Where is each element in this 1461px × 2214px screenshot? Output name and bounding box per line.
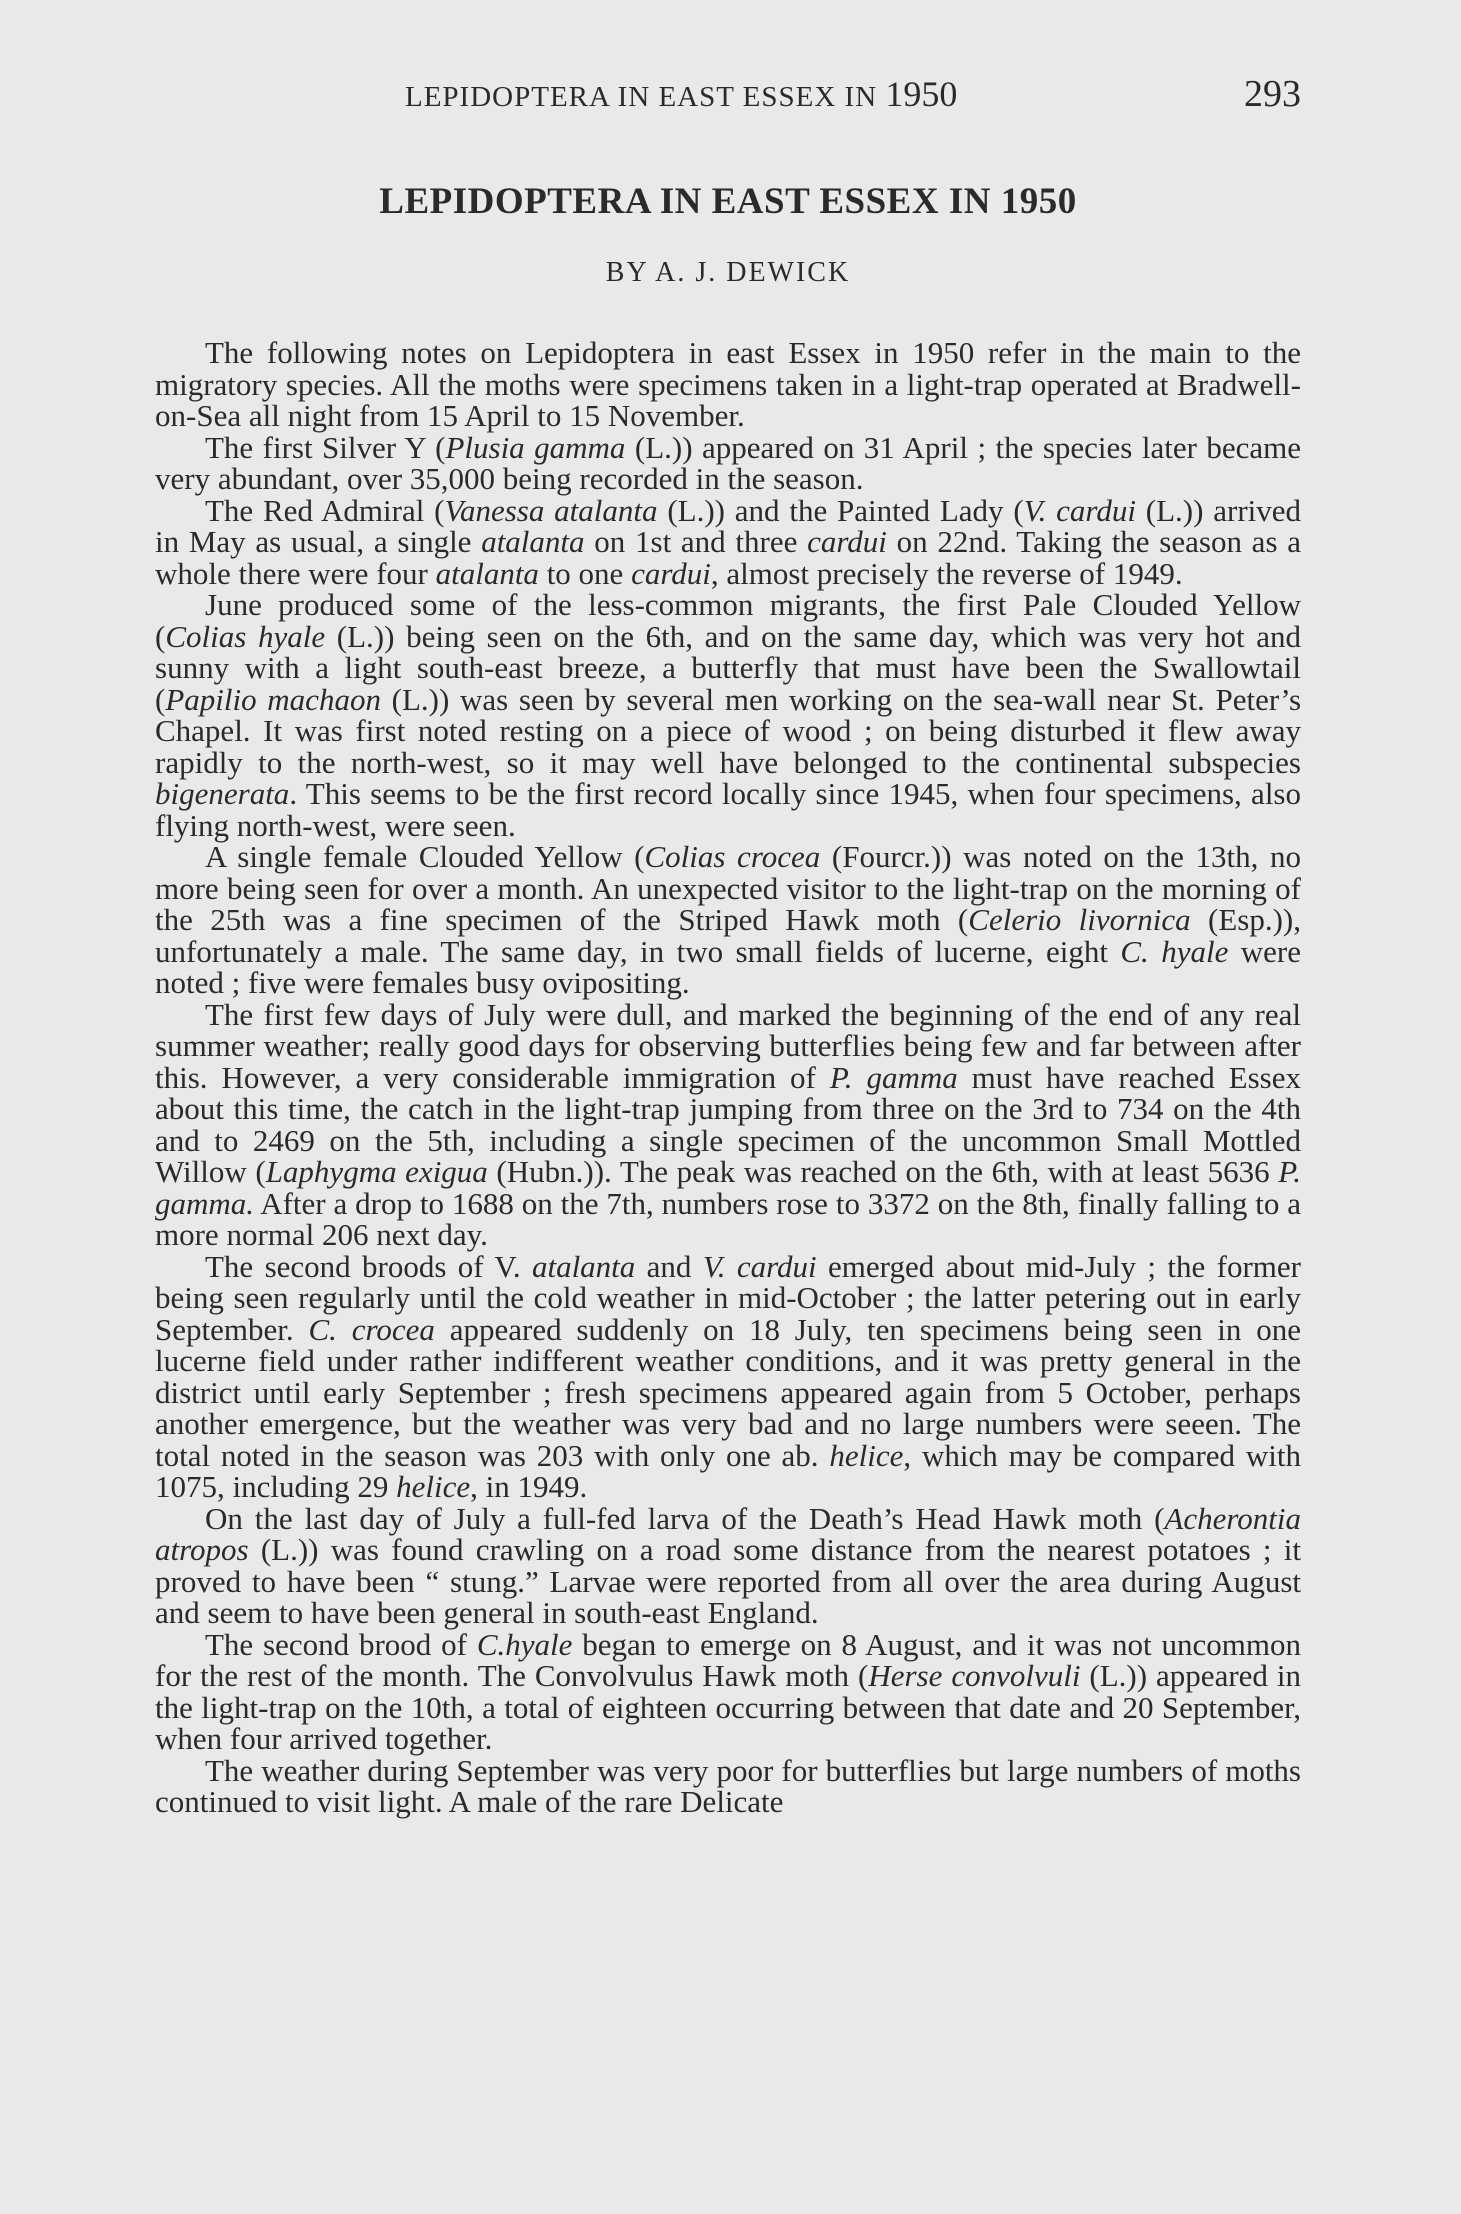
text-run: must have reached Essex about this time, the catch in the light-trap jumping from three on the 3rd to 734 on the 4th and to 2469 on the 5th, including a single specimen of the uncommon Small Mottled Willow ( xyxy=(155,1059,1301,1189)
text-run: (L.)) appeared on 31 April ; the species later became very abundant, over 35,000 being recorded in the season. xyxy=(155,429,1302,496)
text-run: appeared suddenly on 18 July, ten specimens being seen in one lucerne field under rather indifferent weather conditions, and it was pretty general in the district until early September ; fresh specimens appeared again from 5 October, perhaps another emergence, but the weather was very bad and no large numbers were seeen. The total noted in the season was 203 with only one ab. xyxy=(155,1311,1302,1473)
italic-term: cardui xyxy=(807,524,887,559)
italic-term: Colias crocea xyxy=(644,839,821,874)
italic-term: P. gamma xyxy=(829,1059,958,1095)
body-paragraph xyxy=(155,589,1301,841)
text-run: The Red Admiral ( xyxy=(205,492,445,528)
text-run: and xyxy=(635,1248,703,1284)
text-run: (L.)) was seen by several men working on the sea-wall near St. Peter’s Chapel. It was first noted resting on a piece of wood ; on being disturbed it flew away rapidly to the north-west, so it may well have belonged to the continental subspecies xyxy=(155,681,1302,780)
italic-term: Laphygma exigua xyxy=(265,1154,488,1189)
italic-term: bigenerata xyxy=(155,776,290,811)
text-run: A single female Clouded Yellow ( xyxy=(205,839,645,874)
italic-term: V. cardui xyxy=(702,1248,817,1284)
body-paragraph xyxy=(155,337,1301,432)
text-run: June produced some of the less-common migrants, the first Pale Clouded Yellow ( xyxy=(155,587,1301,654)
italic-term: C. crocea xyxy=(308,1311,435,1347)
body-paragraph xyxy=(155,429,1302,496)
text-run: The second brood of xyxy=(205,1626,477,1662)
italic-term: Acherontia atropos xyxy=(155,1500,1301,1567)
text-run: (Fourcr.)) was noted on the 13th, no more being seen for over a month. An unexpected visitor to the light-trap on the morning of the 25th was a fine specimen of the Striped Hawk moth ( xyxy=(155,839,1301,937)
italic-term: P. gamma. xyxy=(155,1154,1301,1221)
italic-term: C.hyale xyxy=(476,1626,573,1662)
italic-term: cardui xyxy=(631,555,711,591)
body-paragraph xyxy=(155,996,1301,1252)
page-number: 293 xyxy=(1244,73,1301,115)
italic-term: Celerio livornica xyxy=(968,902,1191,937)
text-run: The weather during September was very poor for butterflies but large numbers of moths continued to visit light. A male of the rare Delicate xyxy=(155,1752,1301,1819)
body-paragraph xyxy=(155,841,1301,999)
text-run: The following notes on Lepidoptera in east Essex in 1950 refer in the main to the migratory species. All the moths were specimens taken in a light-trap operated at Bradwell-on-Sea all night from 15 April to 15 November. xyxy=(155,335,1301,433)
text-run: , which may be compared with 1075, including 29 xyxy=(155,1437,1301,1504)
text-run: , in 1949. xyxy=(470,1469,588,1504)
text-run: emerged about mid-July ; the former being seen regularly until the cold weather in mid-October ; the latter petering out in early September. xyxy=(155,1248,1301,1347)
running-title: LEPIDOPTERA IN EAST ESSEX IN 1950 xyxy=(405,74,958,114)
body-paragraph xyxy=(155,1626,1301,1756)
byline: BY A. J. DEWICK xyxy=(605,257,851,288)
body-paragraph xyxy=(155,1500,1301,1630)
text-run: on 1st and three xyxy=(584,524,808,559)
italic-term: helice xyxy=(829,1437,904,1473)
text-run: , almost precisely the reverse of 1949. xyxy=(710,555,1183,591)
text-run: on 22nd. Taking the season as a whole there were four xyxy=(155,524,1301,591)
text-run: (Hubn.)). The peak was reached on the 6th, with at least 5636 xyxy=(487,1154,1279,1189)
text-run: (Esp.)), unfortunately a male. The same day, in two small fields of lucerne, eight xyxy=(155,902,1302,969)
text-run: (L.)) arrived in May as usual, a single xyxy=(155,492,1302,559)
text-run: On the last day of July a full-fed larva of the Death’s Head Hawk moth ( xyxy=(205,1500,1165,1536)
italic-term: Papilio machaon xyxy=(165,681,381,717)
italic-term: helice xyxy=(396,1469,471,1504)
article-title: LEPIDOPTERA IN EAST ESSEX IN 1950 xyxy=(379,181,1077,222)
text-run: (L.)) and the Painted Lady ( xyxy=(657,492,1024,528)
text-run: After a drop to 1688 on the 7th, numbers rose to 3372 on the 8th, finally falling to a more normal 206 next day. xyxy=(155,1185,1301,1252)
italic-term: Plusia gamma xyxy=(445,429,626,465)
text-run: The first few days of July were dull, and marked the beginning of the end of any real summer weather; really good days for observing butterflies being few and far between after this. However, a very considerable immigration of xyxy=(155,996,1301,1095)
text-run: (L.)) being seen on the 6th, and on the same day, which was very hot and sunny with a light south-east breeze, a butterfly that must have been the Swallowtail ( xyxy=(155,618,1301,717)
running-year: 1950 xyxy=(885,74,958,114)
text-run: (L.)) was found crawling on a road some distance from the nearest potatoes ; it proved to have been “ stung.” Larvae were reported from all over the area during August and seem to have been general in south-east England. xyxy=(155,1532,1301,1630)
text-run: (L.)) appeared in the light-trap on the 10th, a total of eighteen occurring between that date and 20 September, when four arrived together. xyxy=(155,1658,1301,1756)
italic-term: Herse convolvuli xyxy=(868,1658,1081,1693)
text-run: . This seems to be the first record locally since 1945, when four specimens, also flying north-west, were seen. xyxy=(155,776,1301,843)
text-run: began to emerge on 8 August, and it was not uncommon for the rest of the month. The Convolvulus Hawk moth ( xyxy=(155,1626,1301,1693)
body-paragraph xyxy=(155,492,1302,591)
body-paragraph xyxy=(155,1248,1302,1504)
text-run: to one xyxy=(538,555,632,591)
running-head xyxy=(155,72,1301,116)
article-body xyxy=(155,337,1301,1818)
text-run: The first Silver Y ( xyxy=(205,429,446,465)
text-run: The second broods of V. xyxy=(205,1248,532,1284)
italic-term: atalanta xyxy=(481,524,585,559)
italic-term: C. hyale xyxy=(1120,933,1229,969)
italic-term: atalanta xyxy=(531,1248,636,1284)
body-paragraph xyxy=(155,1752,1301,1819)
italic-term: Colias hyale xyxy=(165,618,326,654)
italic-term: atalanta xyxy=(435,555,539,591)
italic-term: Vanessa atalanta xyxy=(444,492,658,528)
italic-term: V. cardui xyxy=(1023,492,1136,528)
text-run: were noted ; five were females busy ovipositing. xyxy=(155,933,1302,1000)
